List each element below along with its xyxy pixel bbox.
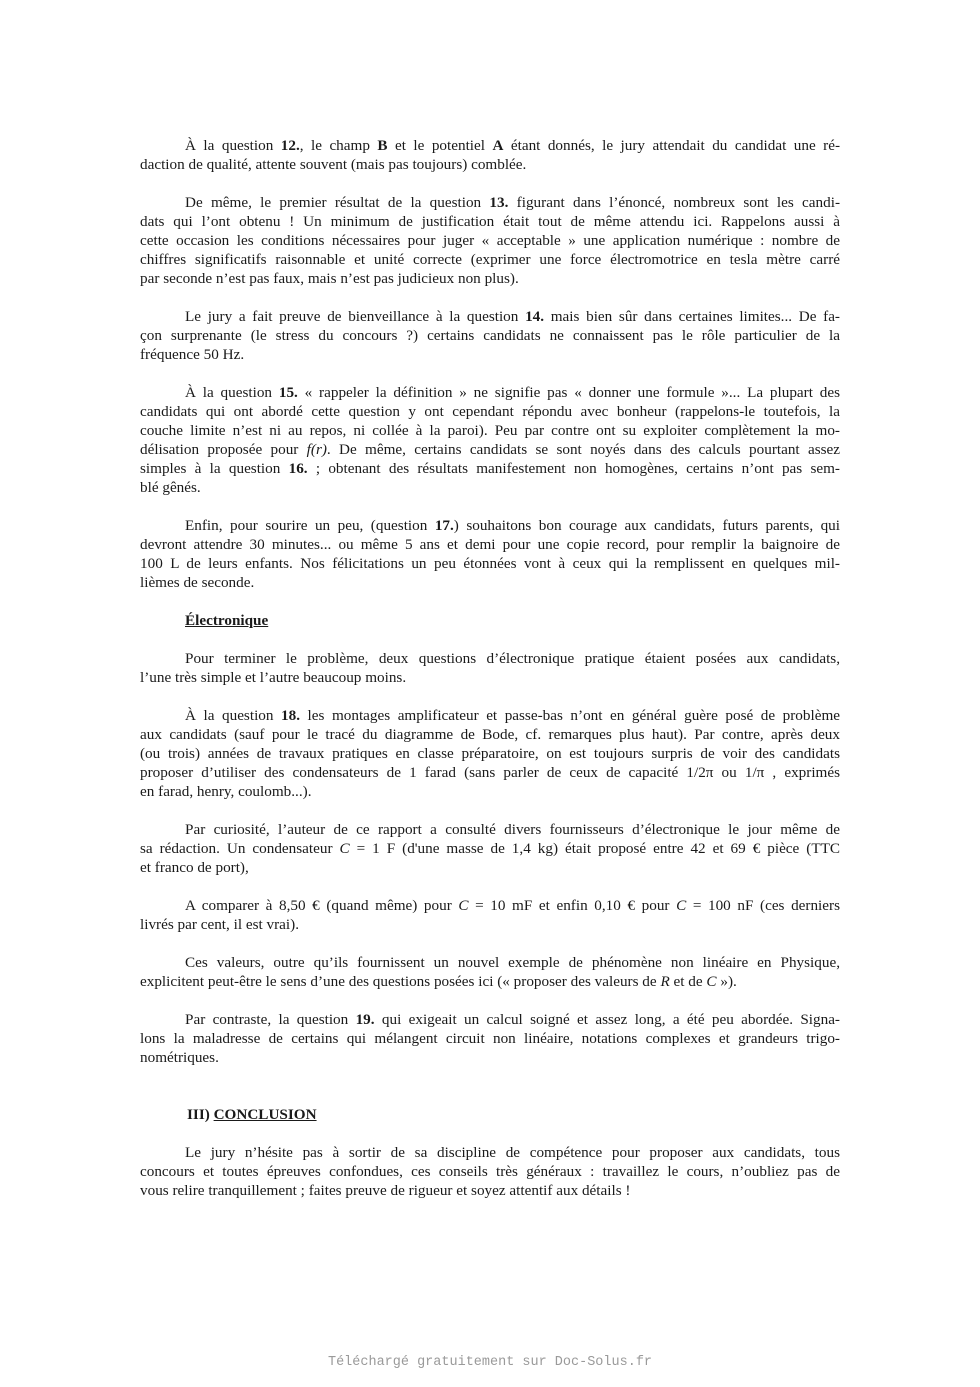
text-line: nométriques. <box>140 1049 219 1066</box>
text-line: vous relire tranquillement ; faites preuve de rigueur et soyez attentif aux détails ! <box>140 1182 631 1199</box>
text-line: blé gênés. <box>140 479 201 496</box>
text-line: l’une très simple et l’autre beaucoup moins. <box>140 669 407 686</box>
paragraph-valeurs <box>140 953 840 991</box>
text-line: délisation proposée pour f(r). De même, certains candidats se sont noyés dans des calculs pourtant assez <box>140 441 841 458</box>
text-line: chiffres significatifs raisonnable et unité correcte (exprimer une force électromotrice en tesla mètre carré <box>140 251 840 268</box>
text-line: en farad, henry, coulomb...). <box>140 783 312 800</box>
paragraph-electronique-intro <box>140 649 840 687</box>
text-line: À la question 12., le champ B et le potentiel A étant donnés, le jury attendait du candidat une ré- <box>185 137 841 154</box>
text-line: aux candidats (sauf pour le tracé du diagramme de Bode, cf. remarques plus haut). Par contre, après deux <box>140 726 840 743</box>
text-line: couche limite n’est ni au repos, ni collée à la paroi). Peu par contre ont su exploiter complètement la mo- <box>140 422 840 439</box>
download-footer: Téléchargé gratuitement sur Doc-Solus.fr <box>327 1355 653 1370</box>
section-number: III) <box>187 1106 214 1123</box>
text-line: lièmes de seconde. <box>140 574 255 591</box>
text-line: fréquence 50 Hz. <box>140 346 245 363</box>
text-line: Le jury n’hésite pas à sortir de sa discipline de compétence pour proposer aux candidats, tous <box>185 1144 840 1161</box>
document-page <box>140 136 840 1219</box>
text-line: 100 L de leurs enfants. Nos félicitations un peu étonnées vont à ceux qui la remplissent en quelques mil- <box>140 555 840 572</box>
text-line: lons la maladresse de certains qui mélangent circuit non linéaire, notations complexes et grandeurs trigo- <box>140 1030 840 1047</box>
text-line: çon surprenante (le stress du concours ?) certains candidats ne connaissent pas le rôle particulier de la <box>140 327 840 344</box>
paragraph-conclusion <box>140 1143 840 1200</box>
text-line: Le jury a fait preuve de bienveillance à la question 14. mais bien sûr dans certaines limites... De fa- <box>185 308 840 325</box>
text-line: devront attendre 30 minutes... ou même 5 ans et demi pour une copie record, pour remplir la baignoire de <box>140 536 840 553</box>
paragraph-question-19 <box>140 1010 840 1067</box>
section-title: CONCLUSION <box>213 1106 317 1123</box>
paragraph-question-17 <box>140 516 840 592</box>
text-line: et franco de port), <box>140 859 249 876</box>
text-line: A comparer à 8,50 € (quand même) pour C = 10 mF et enfin 0,10 € pour C = 100 nF (ces derniers <box>185 897 840 914</box>
paragraph-question-18 <box>140 706 840 801</box>
text-line: De même, le premier résultat de la question 13. figurant dans l’énoncé, nombreux sont les candi- <box>185 194 840 211</box>
text-line: par seconde n’est pas faux, mais n’est pas judicieux non plus). <box>140 270 519 287</box>
paragraph-curiosite <box>140 820 840 877</box>
text-line: explicitent peut-être le sens d’une des questions posées ici (« proposer des valeurs de R et de C »). <box>140 973 737 990</box>
text-line: cette occasion les conditions nécessaires pour juger « acceptable » une application numérique : nombre de <box>140 232 840 249</box>
text-line: sa rédaction. Un condensateur C = 1 F (d'une masse de 1,4 kg) était proposé entre 42 et 69 € pièce (TTC <box>140 840 840 857</box>
text-line: À la question 15. « rappeler la définition » ne signifie pas « donner une formule »... La plupart des <box>185 384 840 401</box>
text-line: Pour terminer le problème, deux questions d’électronique pratique étaient posées aux candidats, <box>185 650 840 667</box>
text-line: daction de qualité, attente souvent (mais pas toujours) comblée. <box>140 156 527 173</box>
text-line: simples à la question 16. ; obtenant des résultats manifestement non homogènes, certains n’ont pas sem- <box>140 460 840 477</box>
text-line: concours et toutes épreuves confondues, ces conseils très généraux : travaillez le cours, n’oubliez pas de <box>140 1163 840 1180</box>
text-line: Enfin, pour sourire un peu, (question 17.) souhaitons bon courage aux candidats, futurs parents, qui <box>185 517 840 534</box>
text-line: dats qui l’ont obtenu ! Un minimum de justification était tout de même attendu ici. Rappelons aussi à <box>140 213 840 230</box>
text-line: (ou trois) années de travaux pratiques en classe préparatoire, on est toujours surpris de voir des candidats <box>140 745 840 762</box>
text-line: candidats qui ont abordé cette question y ont cependant répondu avec bonheur (rappelons-le toutefois, la <box>140 403 840 420</box>
text-line: Par contraste, la question 19. qui exigeait un calcul soigné et assez long, a été peu abordée. Signa- <box>185 1011 840 1028</box>
text-line: livrés par cent, il est vrai). <box>140 916 299 933</box>
section-heading-electronique: Électronique <box>185 612 269 629</box>
text-line: Par curiosité, l’auteur de ce rapport a consulté divers fournisseurs d’électronique le jour même de <box>185 821 840 838</box>
section-heading-conclusion <box>187 1105 840 1124</box>
paragraph-comparer <box>140 896 840 934</box>
text-line: À la question 18. les montages amplificateur et passe-bas n’ont en général guère posé de problème <box>185 707 840 724</box>
paragraph-question-15 <box>140 383 840 497</box>
text-line: proposer d’utiliser des condensateurs de 1 farad (sans parler de ceux de capacité 1/2π ou 1/π , exprimés <box>140 764 840 781</box>
paragraph-question-14 <box>140 307 840 364</box>
paragraph-question-12 <box>140 136 840 174</box>
paragraph-question-13 <box>140 193 840 288</box>
text-line: Ces valeurs, outre qu’ils fournissent un nouvel exemple de phénomène non linéaire en Physique, <box>185 954 840 971</box>
